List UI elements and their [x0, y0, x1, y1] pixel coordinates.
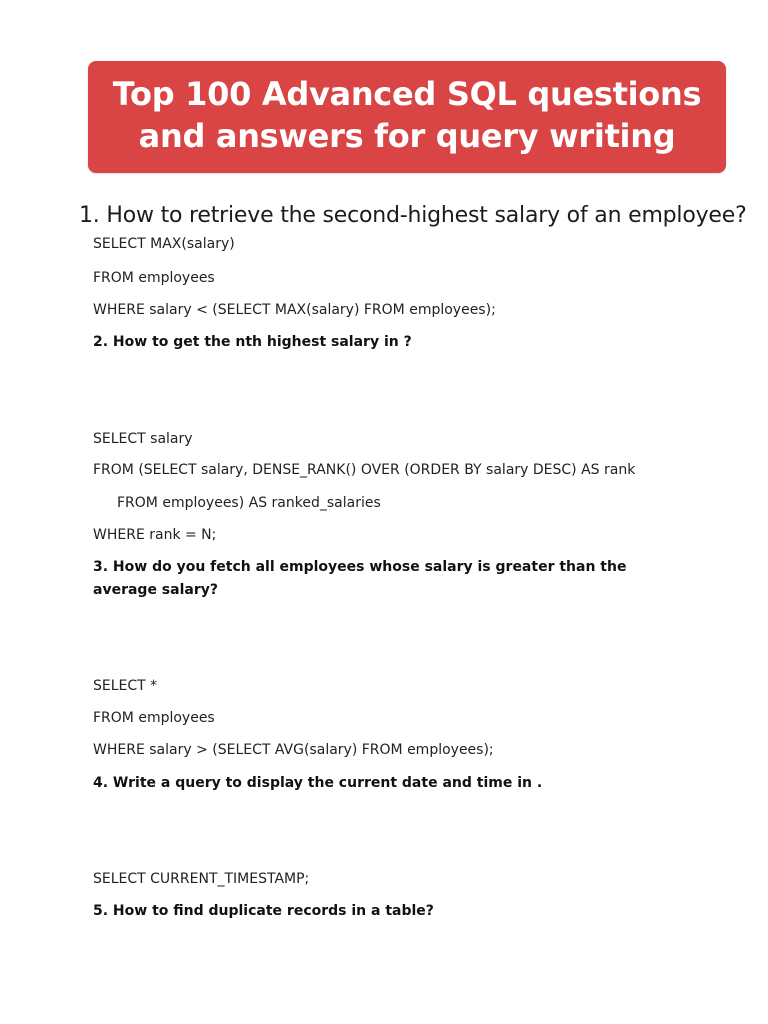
question-5-heading: 5. How to find duplicate records in a table?: [93, 903, 434, 919]
banner-title-line-2: and answers for query writing: [138, 117, 676, 155]
banner-title-line-1: Top 100 Advanced SQL questions: [112, 75, 702, 113]
question-1-heading: 1. How to retrieve the second-highest salary of an employee?: [79, 203, 747, 228]
question-3-heading: 3. How do you fetch all employees whose salary is greater than the average salary?: [93, 559, 627, 598]
code-line: SELECT CURRENT_TIMESTAMP;: [93, 871, 310, 887]
code-line: FROM (SELECT salary, DENSE_RANK() OVER (ORDER BY salary DESC) AS rank: [93, 462, 636, 478]
code-line: FROM employees: [93, 710, 215, 726]
code-line: SELECT *: [93, 678, 158, 694]
code-line: WHERE salary < (SELECT MAX(salary) FROM employees);: [93, 302, 496, 318]
code-line: WHERE rank = N;: [93, 527, 217, 543]
code-line: SELECT MAX(salary): [93, 236, 235, 252]
code-line: FROM employees) AS ranked_salaries: [117, 495, 381, 511]
question-2-heading: 2. How to get the nth highest salary in ?: [93, 334, 412, 350]
code-line: FROM employees: [93, 270, 215, 286]
title-banner: [88, 61, 726, 173]
code-line: WHERE salary > (SELECT AVG(salary) FROM employees);: [93, 742, 494, 758]
code-line: SELECT salary: [93, 431, 193, 447]
question-4-heading: 4. Write a query to display the current date and time in .: [93, 775, 543, 791]
